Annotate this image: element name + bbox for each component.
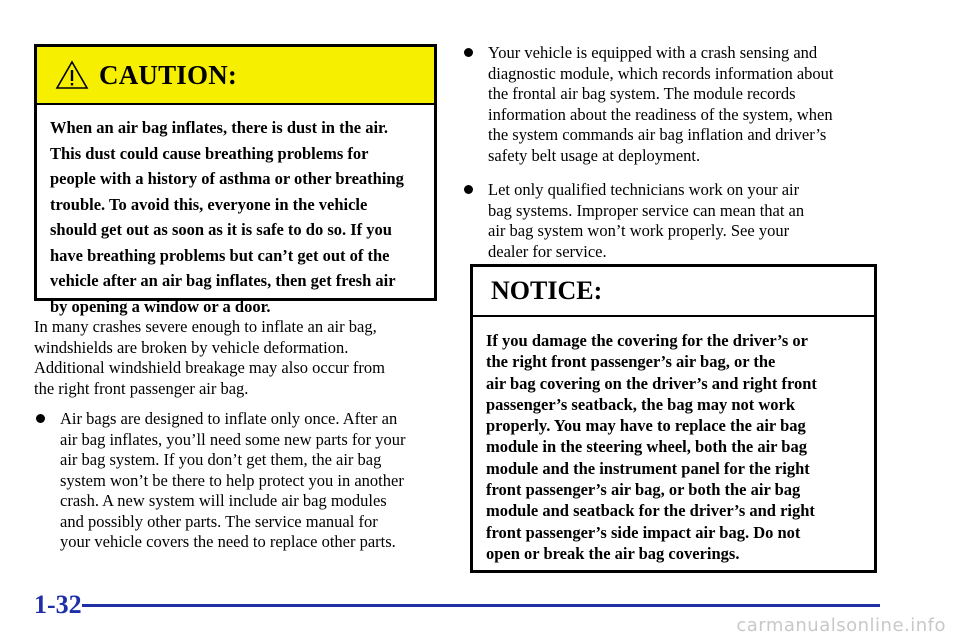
list-item (462, 43, 880, 166)
body-paragraph (34, 317, 444, 399)
bullet-line: Let only qualified technicians work on your air (488, 180, 800, 199)
caution-line: When an air bag inflates, there is dust in the air. (50, 118, 388, 137)
caution-line: people with a history of asthma or other breathing (50, 169, 404, 188)
watermark: carmanualsonline.info (736, 615, 946, 636)
bullet-line: diagnostic module, which records information about (488, 63, 834, 83)
notice-line: If you damage the covering for the driver’s or (486, 331, 808, 350)
right-bullet-list (462, 43, 880, 276)
bullet-line: your vehicle covers the need to replace other parts. (60, 532, 396, 551)
list-item (34, 409, 444, 553)
notice-line: module and the instrument panel for the right (486, 458, 810, 478)
caution-box (34, 44, 437, 316)
notice-line: open or break the air bag coverings. (486, 543, 740, 563)
bullet-line: the frontal air bag system. The module records (488, 84, 796, 103)
notice-text (473, 317, 874, 564)
bullet-line: Your vehicle is equipped with a crash sensing and (488, 43, 818, 62)
caution-header (37, 47, 434, 105)
bullet-dot-icon (464, 48, 473, 57)
notice-line: the right front passenger’s air bag, or the (486, 352, 776, 372)
footer-rule (82, 604, 880, 607)
caution-line: This dust could cause breathing problems for (50, 143, 369, 163)
caution-line: vehicle after an air bag inflates, then get fresh air (50, 271, 396, 290)
notice-line: passenger’s seatback, the bag may not work (486, 394, 796, 414)
list-item (462, 180, 880, 262)
bullet-line: air bag system won’t work properly. See your (488, 221, 790, 240)
caution-line: have breathing problems but can’t get out of the (50, 245, 390, 265)
notice-line: module in the steering wheel, both the air bag (486, 437, 807, 457)
bullet-dot-icon (36, 414, 45, 423)
bullet-line: bag systems. Improper service can mean that an (488, 200, 805, 220)
bullet-line: air bag inflates, you’ll need some new parts for your (60, 429, 406, 449)
bullet-line: dealer for service. (488, 241, 607, 261)
notice-title: NOTICE: (491, 276, 603, 305)
paragraph-line: In many crashes severe enough to inflate an air bag, (34, 317, 377, 336)
paragraph-line: the right front passenger air bag. (34, 378, 249, 398)
warning-triangle-icon (55, 60, 89, 90)
notice-line: properly. You may have to replace the air bag (486, 416, 806, 436)
caution-title: CAUTION: (99, 59, 238, 90)
bullet-line: safety belt usage at deployment. (488, 145, 701, 165)
bullet-line: crash. A new system will include air bag modules (60, 491, 387, 510)
paragraph-line: windshields are broken by vehicle deformation. (34, 337, 349, 357)
bullet-line: information about the readiness of the system, when (488, 104, 833, 124)
notice-line: front passenger’s side impact air bag. Do not (486, 522, 801, 542)
caution-line: should get out as soon as it is safe to do so. If you (50, 220, 392, 239)
caution-line: trouble. To avoid this, everyone in the vehicle (50, 194, 368, 214)
notice-box (470, 264, 877, 573)
page-number: 1-32 (34, 590, 82, 619)
bullet-line: system won’t be there to help protect you in another (60, 470, 404, 490)
caution-line: by opening a window or a door. (50, 296, 271, 316)
notice-header (473, 267, 874, 317)
bullet-line: the system commands air bag inflation and driver’s (488, 125, 827, 144)
bullet-line: Air bags are designed to inflate only once. After an (60, 409, 398, 428)
caution-text (37, 105, 434, 319)
bullet-dot-icon (464, 185, 473, 194)
notice-line: air bag covering on the driver’s and right front (486, 373, 817, 393)
paragraph-line: Additional windshield breakage may also occur from (34, 358, 385, 377)
bullet-line: air bag system. If you don’t get them, the air bag (60, 450, 382, 469)
notice-line: module and seatback for the driver’s and right (486, 501, 815, 521)
bullet-line: and possibly other parts. The service manual for (60, 511, 378, 531)
left-bullet-list (34, 409, 444, 553)
notice-line: front passenger’s air bag, or both the air bag (486, 480, 801, 500)
